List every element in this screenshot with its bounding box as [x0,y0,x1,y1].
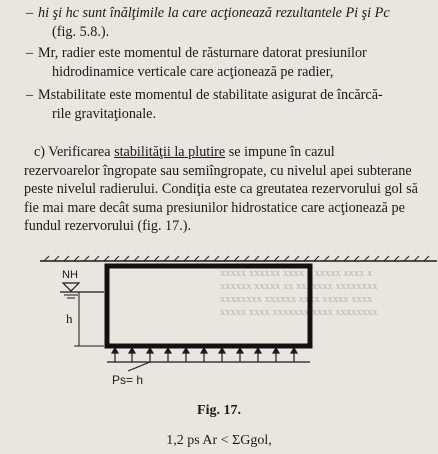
bullet-line: rile gravitaţionale. [52,105,156,122]
tank-outline [107,266,310,346]
bullet-dash: – [26,45,34,61]
section-first-line-rest: se impune în cazul [228,144,335,160]
bullet-line: hi şi hc sunt înălţimile la care acţionează rezultantele Pi şi Pc [38,5,390,21]
ground-hatching [44,256,429,261]
pressure-label: Ps= h [112,373,144,387]
bullet-dash: – [26,5,34,21]
figure-17-diagram [0,250,438,400]
water-level-label: NH [62,269,78,281]
section-line: fie mai mare decât suma presiunilor hidrostatice care acţionează pe [24,199,405,216]
figure-caption: Fig. 17. [197,403,241,418]
uplift-pressure-arrows [112,348,297,362]
bleed-through-text: xxxxx xxxxxx xxxx x xxxxx xxxx x xxxxxx xxxxx xx xxxxxxx xxxxxxxx xxxxxxxx xxxxxx xxxx xxxxx xxxx xxxxx xxxx xxxxxxx xxxx xxxxxxxx [220,268,378,318]
section-line: rezervoarelor îngropate sau semiîngropate, cu nivelul apei subterane [24,162,412,179]
bullet-item-stability-moment [26,86,430,123]
section-marker: c) Verificarea [34,144,111,160]
height-label: h [66,311,73,326]
bullet-item-heights [26,4,430,41]
bullet-dash: – [26,87,34,103]
section-first-line [24,143,428,162]
water-level-triangle [63,283,79,291]
bullet-item-overturning-moment [26,44,430,81]
flotation-formula: 1,2 ps Ar < ΣGgol, [166,433,272,448]
bullet-line: hidrodinamice verticale care acţionează pe radier, [52,63,334,80]
bullet-line: (fig. 5.8.). [52,23,110,40]
section-line: peste nivelul radierului. Condiţia este ca greutatea rezervorului gol să [24,181,418,198]
section-flotation-check [24,143,428,236]
section-underlined-term: stabilităţii la plutire [114,144,226,160]
bullet-line: Mstabilitate este momentul de stabilitate asigurat de încărcă- [38,87,383,103]
pressure-leader-line [128,362,150,371]
section-line: fundul rezervorului (fig. 17.). [24,218,192,235]
bullet-line: Mr, radier este momentul de răsturnare datorat presiunilor [38,45,367,61]
